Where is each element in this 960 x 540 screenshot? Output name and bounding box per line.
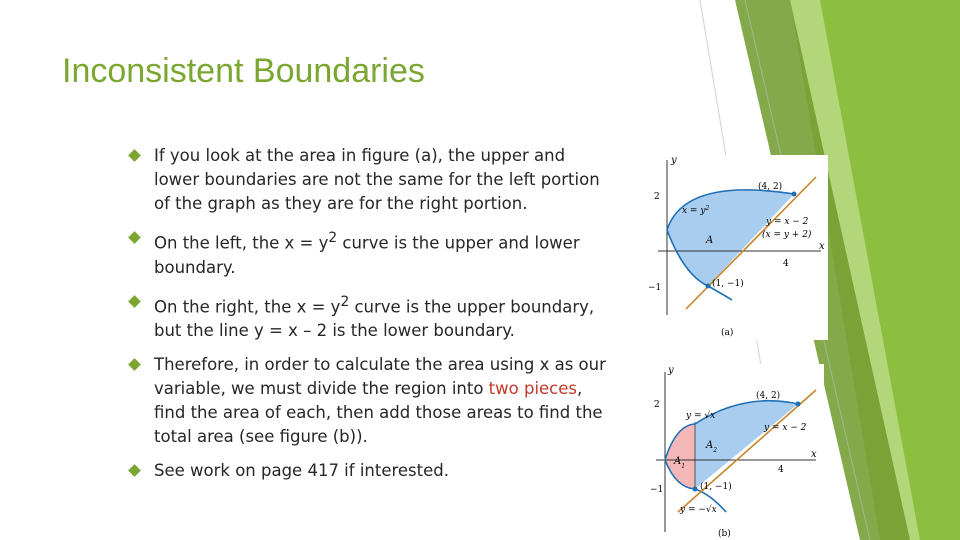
- figure-caption: (a): [721, 328, 734, 338]
- bullet-item: [130, 459, 610, 483]
- bullet-text: curve is the upper boundary, but the line y = x – 2 is the lower boundary.: [154, 297, 595, 340]
- point-label: (4, 2): [756, 391, 781, 401]
- bullet-text: curve is the upper and lower boundary.: [154, 233, 580, 277]
- slide-title: Inconsistent Boundaries: [62, 52, 425, 90]
- tick-label: −1: [650, 485, 664, 495]
- figure-b: [648, 364, 824, 540]
- tick-label: 2: [654, 192, 660, 202]
- diamond-bullet-icon: [128, 295, 141, 308]
- bullet-text: See work on page 417 if interested.: [154, 461, 449, 480]
- tick-label: −1: [648, 283, 662, 293]
- x-axis-label: x: [819, 241, 825, 252]
- bullet-item: [130, 144, 610, 216]
- line-label: (x = y + 2): [762, 230, 812, 240]
- diamond-bullet-icon: [128, 231, 141, 244]
- bullet-text: , find the area of each, then add those areas to find the total area (see figure (b)).: [154, 379, 603, 446]
- y-axis-label: y: [668, 365, 674, 376]
- superscript: 2: [340, 293, 350, 310]
- region-label: A: [706, 235, 714, 246]
- point-label: (1, −1): [700, 482, 732, 492]
- highlighted-text: two pieces: [488, 379, 578, 398]
- tick-label: 4: [783, 259, 789, 269]
- x-axis-label: x: [811, 449, 817, 460]
- tick-label: 4: [778, 465, 784, 475]
- bullet-item: [130, 353, 610, 449]
- bullet-text: On the right, the x = y: [154, 297, 341, 316]
- diamond-bullet-icon: [128, 464, 141, 477]
- curve-label: y = √x: [686, 411, 716, 421]
- bullet-item: [130, 226, 610, 280]
- figure-a: [636, 155, 828, 340]
- line-label: y = x − 2: [764, 423, 807, 433]
- diamond-bullet-icon: [128, 358, 141, 371]
- point-label: (1, −1): [712, 279, 744, 289]
- tick-label: 2: [654, 400, 660, 410]
- superscript: 2: [328, 230, 338, 246]
- curve-label: $x = y^2$: [682, 204, 710, 216]
- figure-caption: (b): [718, 529, 731, 539]
- region-label: $A_2$: [706, 440, 718, 454]
- diamond-bullet-icon: [128, 149, 141, 162]
- region-label: $A_1$: [674, 456, 686, 470]
- bullet-item: [130, 290, 610, 344]
- bullet-text: If you look at the area in figure (a), the upper and lower boundaries are not the same for the left portion of the graph as they are for the right portion.: [154, 146, 600, 213]
- point-label: (4, 2): [758, 182, 783, 192]
- y-axis-label: y: [671, 155, 677, 166]
- bullet-text: Therefore, in order to calculate the area using x as our variable, we must divide the region into: [154, 355, 606, 398]
- bullet-text: On the left, the x = y: [154, 233, 329, 253]
- line-label: y = x − 2: [766, 217, 809, 227]
- curve-label: y = −√x: [680, 505, 717, 515]
- bullet-list: [130, 144, 610, 493]
